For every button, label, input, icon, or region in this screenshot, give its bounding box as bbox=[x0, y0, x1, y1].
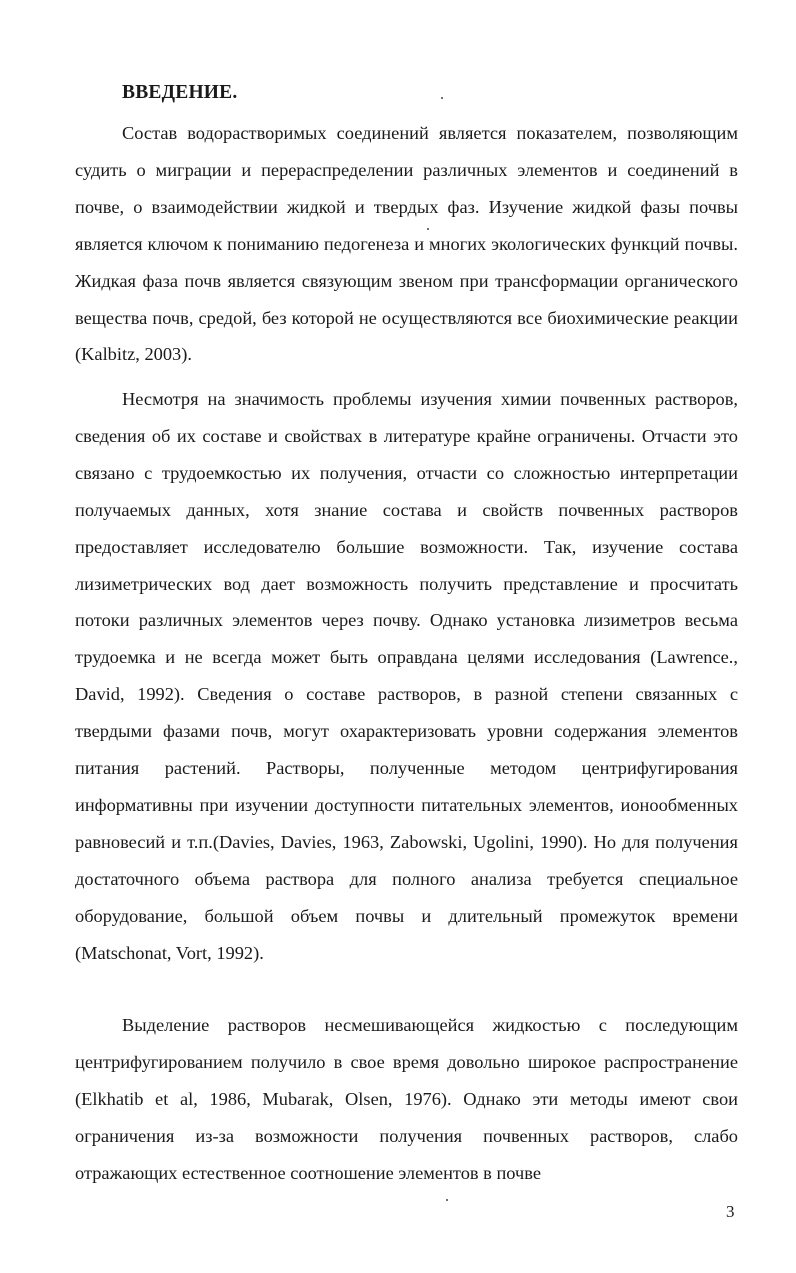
page-number: 3 bbox=[726, 1202, 735, 1221]
paragraph-1: Состав водорастворимых соединений является показателем, позволяющим судить о миграции и перераспределении различных элементов и соединений в почве, о взаимодействии жидкой и твердых фаз. Изучение жидкой фазы почвы является ключом к пониманию педогенеза и многих экологических функций почвы. Жидкая фаза почв является связующим звеном при трансформации органического вещества почв, средой, без которой не осуществляются все биохимические реакции (Kalbitz, 2003). bbox=[75, 123, 738, 365]
scan-speck bbox=[446, 1199, 448, 1201]
paragraph-3: Выделение растворов несмешивающейся жидкостью с последующим центрифугированием получило в свое время довольно широкое распространение (Elkhatib et al, 1986, Mubarak, Olsen, 1976). Однако эти методы имеют свои ограничения из-за возможности получения почвенных растворов, слабо отражающих естественное соотношение элементов в почве bbox=[75, 1015, 738, 1183]
scan-speck bbox=[441, 97, 443, 99]
section-heading: ВВЕДЕНИЕ. bbox=[122, 82, 238, 103]
paragraph-2: Несмотря на значимость проблемы изучения химии почвенных растворов, сведения об их составе и свойствах в литературе крайне ограничены. Отчасти это связано с трудоемкостью их получения, отчасти со сложностью интерпретации получаемых данных, хотя знание состава и свойств почвенных растворов предоставляет исследователю большие возможности. Так, изучение состава лизиметрических вод дает возможность получить представление и просчитать потоки различных элементов через почву. Однако установка лизиметров весьма трудоемка и не всегда может быть оправдана целями исследования (Lawrence., David, 1992). Сведения о составе растворов, в разной степени связанных с твердыми фазами почв, могут охарактеризовать уровни содержания элементов питания растений. Растворы, полученные методом центрифугирования информативны при изучении доступности питательных элементов, ионообменных равновесий и т.п.(Davies, Davies, 1963, Zabowski, Ugolini, 1990). Но для получения достаточного объема раствора для полного анализа требуется специальное оборудование, большой объем почвы и длительный промежуток времени (Matschonat, Vort, 1992). bbox=[75, 389, 738, 963]
scan-speck bbox=[427, 228, 429, 230]
